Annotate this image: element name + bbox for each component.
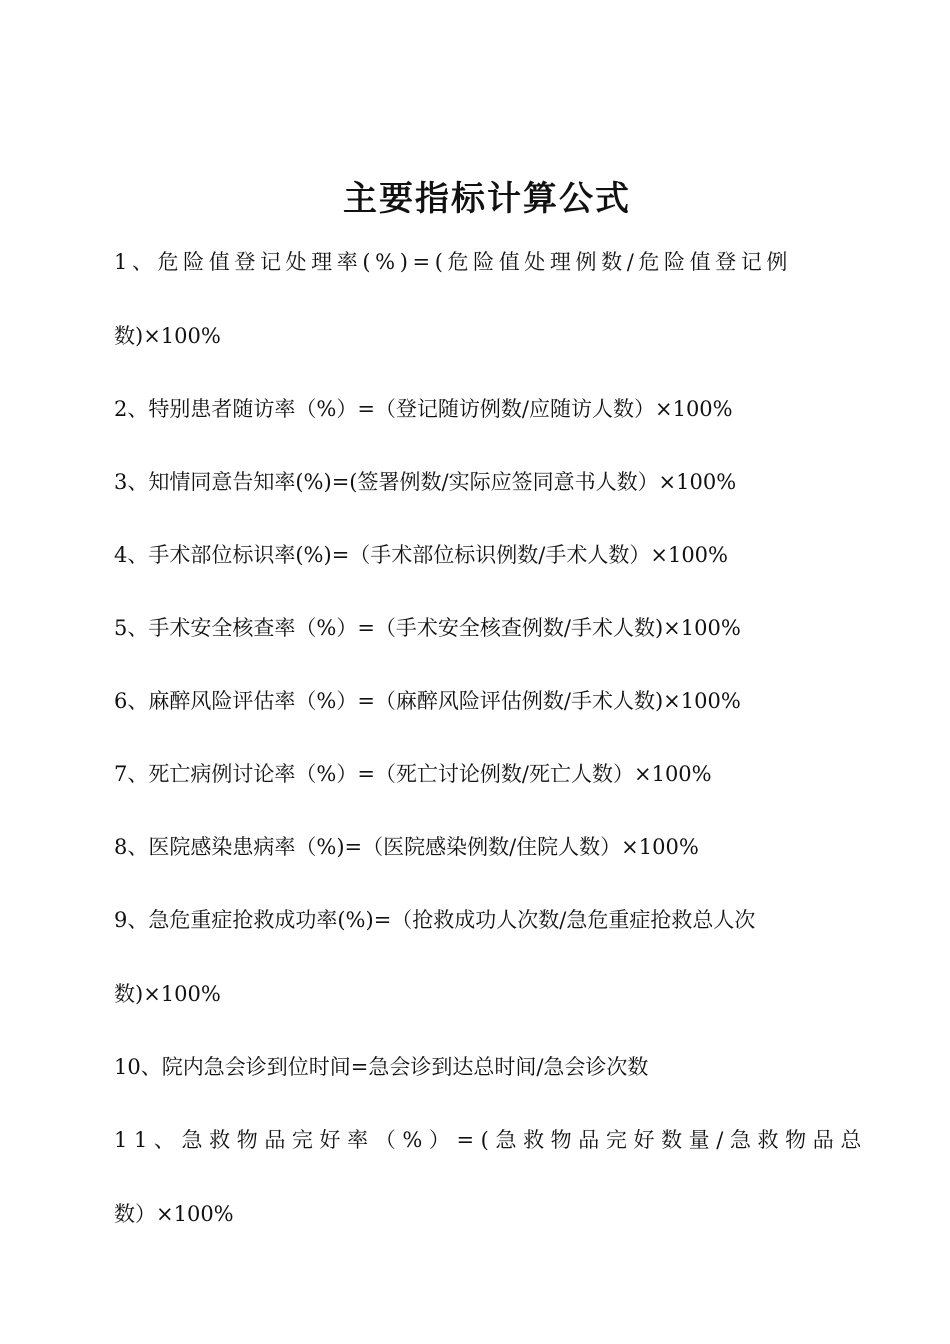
formula-line-11a: 11、急救物品完好率（%）=(急救物品完好数量/急救物品总 bbox=[114, 1128, 868, 1152]
formula-line-1b: 数)×100% bbox=[114, 324, 221, 348]
formula-line-6: 6、麻醉风险评估率（%）=（麻醉风险评估例数/手术人数)×100% bbox=[114, 689, 741, 713]
formula-line-11b: 数）×100% bbox=[114, 1202, 234, 1226]
page-title: 主要指标计算公式 bbox=[343, 179, 631, 219]
formula-line-4: 4、手术部位标识率(%)=（手术部位标识例数/手术人数）×100% bbox=[114, 543, 729, 567]
formula-line-9a: 9、急危重症抢救成功率(%)=（抢救成功人次数/急危重症抢救总人次 bbox=[114, 908, 756, 932]
formula-line-5: 5、手术安全核查率（%）=（手术安全核查例数/手术人数)×100% bbox=[114, 616, 741, 640]
formula-line-2: 2、特别患者随访率（%）=（登记随访例数/应随访人数）×100% bbox=[114, 397, 733, 421]
formula-line-9b: 数)×100% bbox=[114, 982, 221, 1006]
formula-line-1a: 1、危险值登记处理率(%)=(危险值处理例数/危险值登记例 bbox=[114, 250, 792, 274]
formula-line-8: 8、医院感染患病率（%)=（医院感染例数/住院人数）×100% bbox=[114, 835, 699, 859]
formula-line-7: 7、死亡病例讨论率（%）=（死亡讨论例数/死亡人数）×100% bbox=[114, 762, 712, 786]
formula-line-10: 10、院内急会诊到位时间=急会诊到达总时间/急会诊次数 bbox=[114, 1055, 649, 1079]
formula-line-3: 3、知情同意告知率(%)=(签署例数/实际应签同意书人数）×100% bbox=[114, 470, 737, 494]
